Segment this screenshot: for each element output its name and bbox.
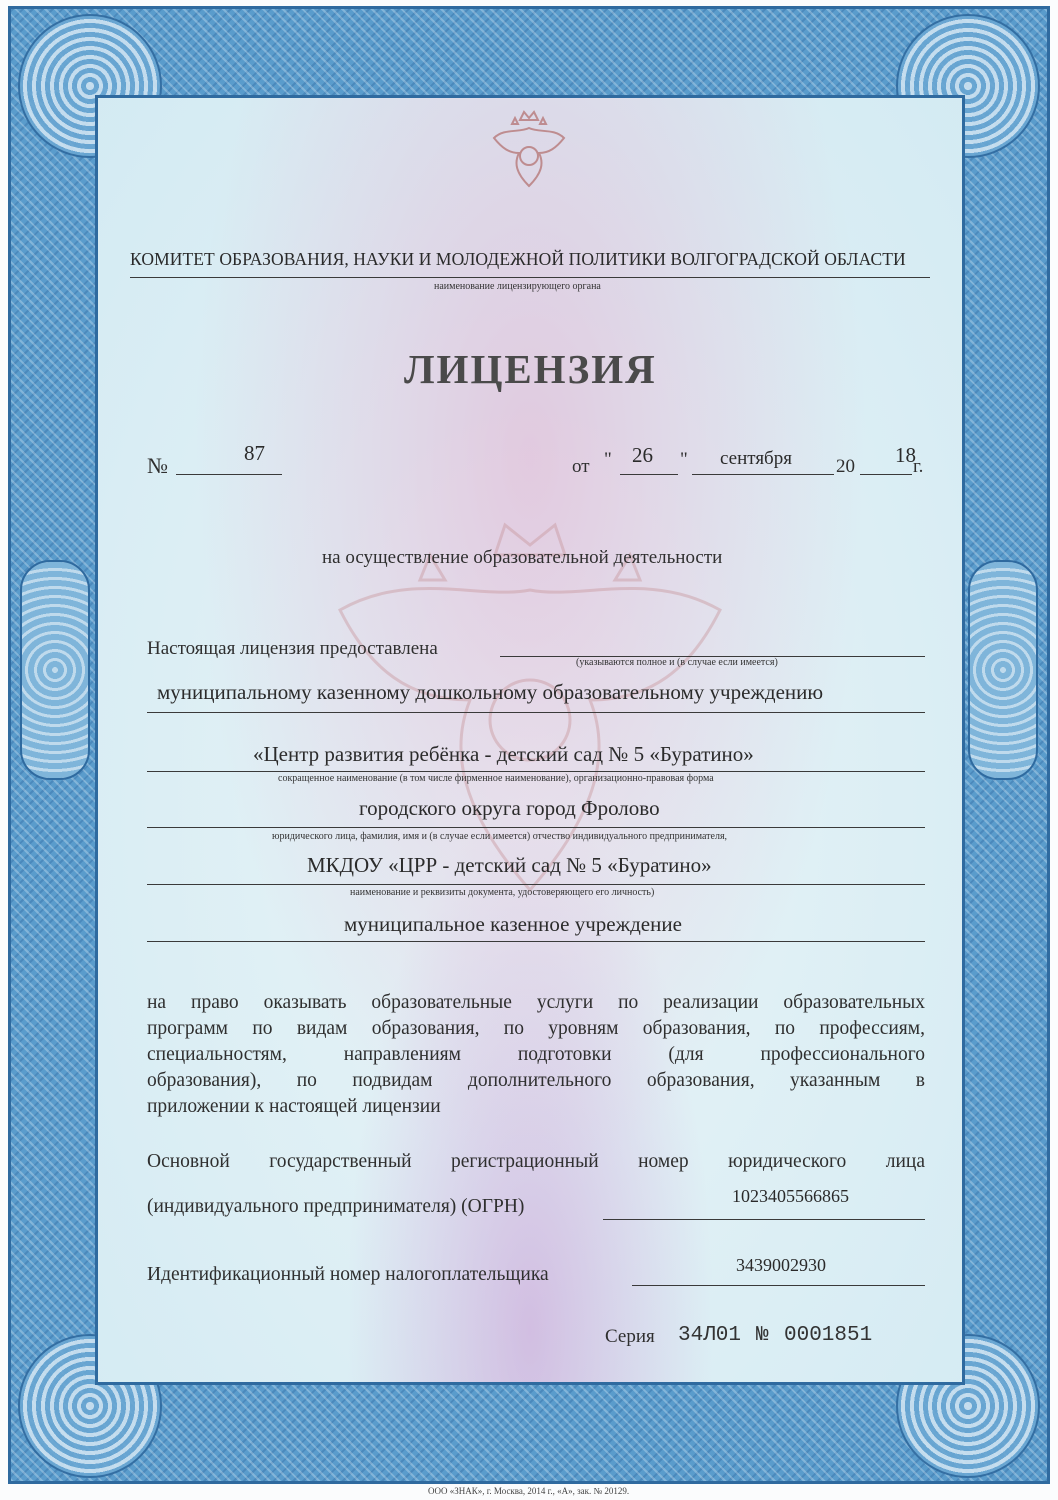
day-underline (620, 474, 678, 475)
inn-label: Идентификационный номер налогоплательщика (147, 1264, 549, 1285)
date-month: сентября (720, 448, 792, 469)
series-number-sign: № (756, 1324, 769, 1347)
granted-label: Настоящая лицензия предоставлена (147, 638, 438, 659)
licensee-full-name-line-3: городского округа город Фролово (359, 796, 660, 820)
rights-line: на право оказывать образовательные услуги по реализации образовательных (147, 992, 925, 1013)
date-open-quote: " (604, 449, 612, 470)
licensee-line-3-underline (147, 827, 925, 828)
granted-hint-2: сокращенное наименование (в том числе фирменное наименование), организационно-правовая форма (278, 773, 714, 784)
licensee-line-1-underline (147, 712, 925, 713)
license-number: 87 (244, 441, 265, 465)
year-prefix: 20 (836, 456, 855, 477)
activity-text: на осуществление образовательной деятельности (322, 547, 723, 568)
series-label: Серия (605, 1326, 655, 1347)
granted-hint-4: наименование и реквизиты документа, удостоверяющего его личность) (350, 887, 655, 898)
authority-name: КОМИТЕТ ОБРАЗОВАНИЯ, НАУКИ И МОЛОДЕЖНОЙ ПОЛИТИКИ ВОЛГОГРАДСКОЙ ОБЛАСТИ (130, 249, 906, 269)
coat-of-arms-emblem (484, 108, 574, 198)
rights-line: программ по видам образования, по уровням образования, по профессиям, (147, 1018, 925, 1039)
granted-hint-1: (указываются полное и (в случае если имеется) (576, 657, 778, 668)
date-day: 26 (632, 443, 653, 467)
year-underline (860, 474, 912, 475)
inn-underline (632, 1285, 925, 1286)
date-year: 18 (895, 443, 916, 467)
licensee-line-2-underline (147, 771, 925, 772)
ogrn-underline (603, 1219, 925, 1220)
side-knot-ornament-left (20, 560, 90, 780)
number-underline (176, 474, 282, 475)
month-underline (692, 474, 834, 475)
rights-line: приложении к настоящей лицензии (147, 1096, 441, 1117)
series-number: 0001851 (784, 1324, 873, 1347)
licensee-line-5-underline (147, 941, 925, 942)
authority-caption: наименование лицензирующего органа (434, 281, 601, 292)
number-label: № (147, 453, 168, 478)
licensee-full-name-line-1: муниципальному казенному дошкольному образовательному учреждению (157, 680, 824, 704)
series-value: 34Л01 (678, 1324, 742, 1347)
rights-paragraph (147, 990, 925, 1120)
licensee-line-4-underline (147, 884, 925, 885)
printer-imprint: ООО «ЗНАК», г. Москва, 2014 г., «А», зак. № 20129. (428, 1486, 630, 1496)
rights-line: образования), по подвидам дополнительного образования, указанным в (147, 1070, 925, 1091)
licensee-short-name: МКДОУ «ЦРР - детский сад № 5 «Буратино» (307, 853, 712, 877)
side-knot-ornament-right (968, 560, 1038, 780)
ogrn-value: 1023405566865 (732, 1186, 849, 1206)
date-prefix: от (572, 456, 590, 477)
ogrn-label-line-2: (индивидуального предпринимателя) (ОГРН) (147, 1196, 525, 1217)
ogrn-label-line-1: Основной государственный регистрационный номер юридического лица (147, 1151, 925, 1172)
granted-hint-3: юридического лица, фамилия, имя и (в случае если имеется) отчество индивидуального предпринимателя, (272, 831, 728, 842)
year-end: г. (913, 456, 924, 477)
licensee-full-name-line-2: «Центр развития ребёнка - детский сад № 5 «Буратино» (253, 742, 754, 766)
document-title: ЛИЦЕНЗИЯ (404, 346, 657, 392)
rights-line: специальностям, направлениям подготовки (для профессионального (147, 1044, 925, 1065)
licensee-legal-form: муниципальное казенное учреждение (344, 912, 682, 936)
date-close-quote: " (680, 449, 688, 470)
inn-value: 3439002930 (736, 1255, 826, 1275)
authority-underline (130, 277, 930, 278)
